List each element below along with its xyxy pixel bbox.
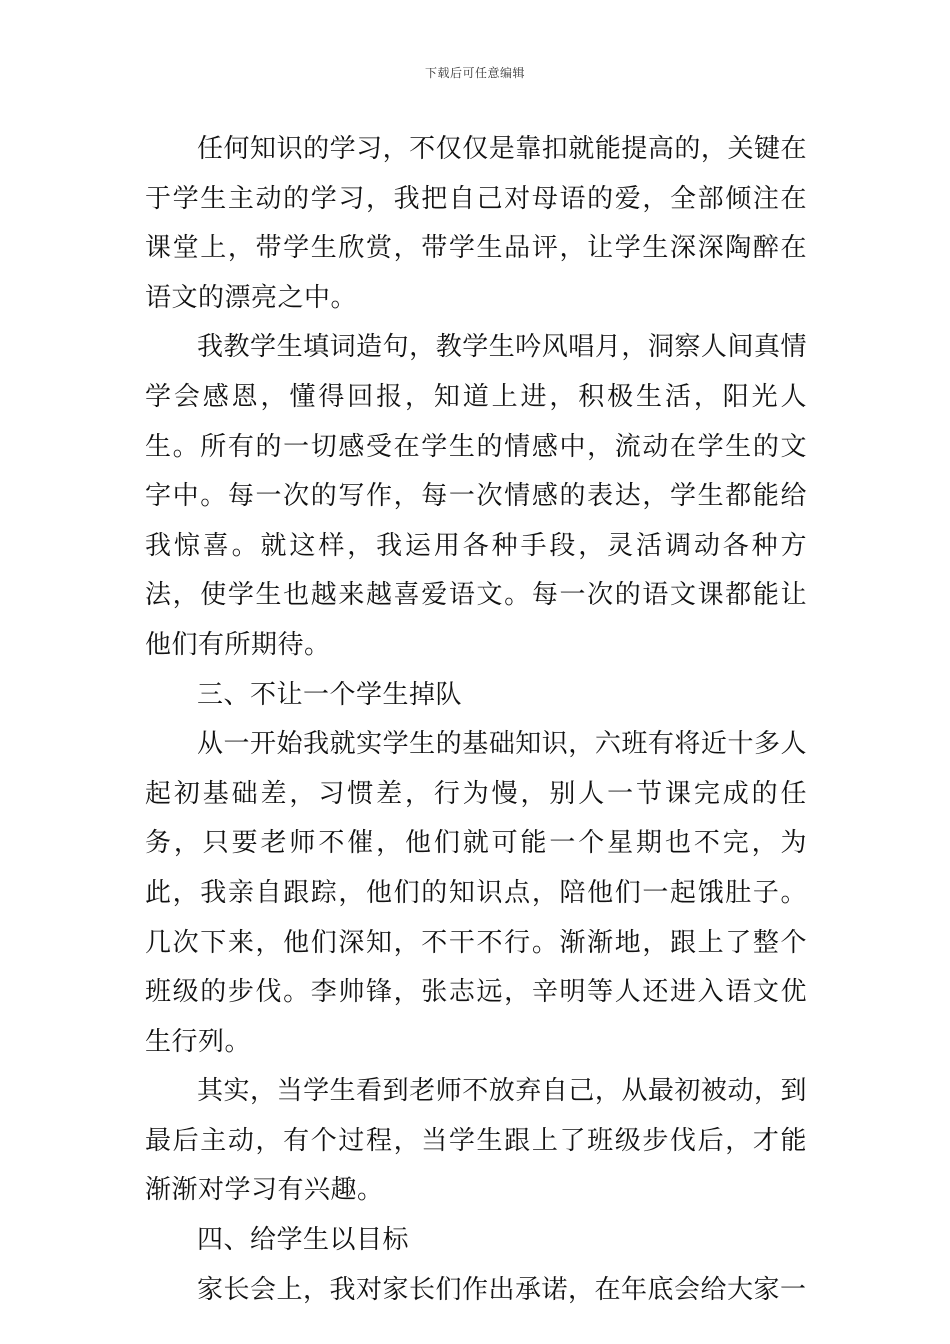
paragraph-teaching-writing: 我教学生填词造句，教学生吟风唱月，洞察人间真情学会感恩，懂得回报，知道上进，积极生活，阳光人生。所有的一切感受在学生的情感中，流动在学生的文字中。每一次的写作，每一次情感的表达，学生都能给我惊喜。就这样，我运用各种手段，灵活调动各种方法，使学生也越来越喜爱语文。每一次的语文课都能让他们有所期待。 — [145, 332, 807, 660]
paragraph-student-interest: 其实，当学生看到老师不放弃自己，从最初被动，到最后主动，有个过程，当学生跟上了班级步伐后，才能渐渐对学习有兴趣。 — [145, 1076, 807, 1206]
section-heading-no-student-left-behind: 三、不让一个学生掉队 — [197, 679, 463, 710]
section-heading-give-goals: 四、给学生以目标 — [197, 1225, 410, 1256]
document-body — [145, 125, 807, 1315]
paragraph-parent-meeting: 家长会上，我对家长们作出承诺，在年底会给大家一 — [197, 1274, 807, 1305]
paragraph-intro-learning: 任何知识的学习，不仅仅是靠扣就能提高的，关键在于学生主动的学习，我把自己对母语的爱，全部倾注在课堂上，带学生欣赏，带学生品评，让学生深深陶醉在语文的漂亮之中。 — [145, 134, 807, 313]
paragraph-basic-knowledge: 从一开始我就实学生的基础知识，六班有将近十多人起初基础差，习惯差，行为慢，别人一节课完成的任务，只要老师不催，他们就可能一个星期也不完，为此，我亲自跟踪，他们的知识点，陪他们一起饿肚子。几次下来，他们深知，不干不行。渐渐地，跟上了整个班级的步伐。李帅锋，张志远，辛明等人还进入语文优生行列。 — [145, 729, 807, 1057]
page-header: 下载后可任意编辑 — [424, 66, 525, 80]
